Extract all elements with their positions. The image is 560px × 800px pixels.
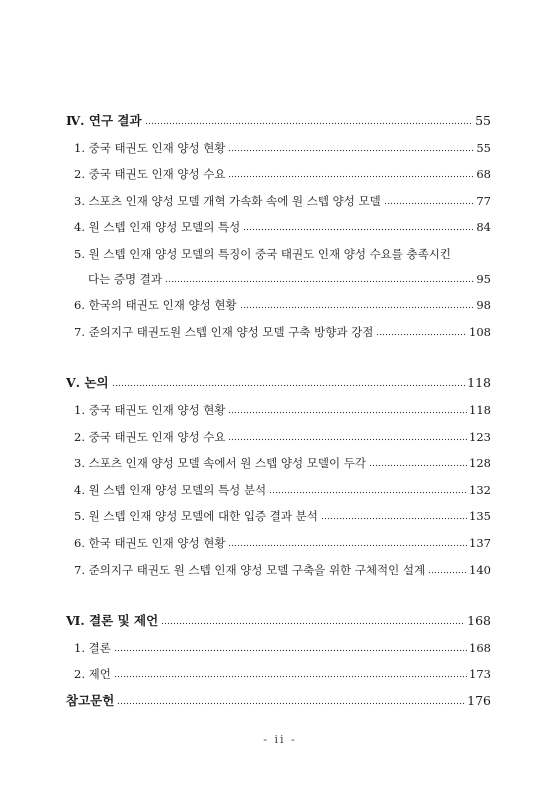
toc-page-number: 95: [476, 271, 491, 286]
toc-entry[interactable]: [66, 561, 491, 579]
toc-section-4[interactable]: [66, 112, 491, 130]
toc-entry-label: 1. 중국 태권도 인재 양성 현황: [74, 140, 226, 155]
toc-entry[interactable]: [66, 454, 491, 472]
toc-entry[interactable]: [66, 218, 491, 236]
toc-page-number: 98: [476, 298, 491, 313]
toc-entry-label: 6. 한국 태권도 인재 양성 현황: [74, 535, 226, 550]
toc-page-number: 176: [467, 692, 491, 708]
dot-leader: [240, 305, 473, 310]
dot-leader: [117, 701, 465, 706]
table-of-contents: [66, 112, 491, 718]
toc-page-number: 118: [467, 375, 491, 391]
toc-entry[interactable]: [66, 296, 491, 314]
dot-leader: [228, 410, 467, 415]
toc-entry-label: 6. 한국의 태권도 인재 양성 현황: [74, 298, 237, 313]
toc-page-number: 123: [469, 429, 491, 444]
dot-leader: [321, 516, 467, 521]
toc-page-number: 173: [469, 667, 491, 682]
toc-entry-label: 5. 원 스텝 인재 양성 모델의 특징이 중국 태권도 인재 양성 수요를 충족시킨: [74, 246, 451, 261]
toc-page-number: 168: [469, 640, 491, 655]
toc-page-number: 118: [469, 402, 491, 417]
toc-page-number: 84: [476, 220, 491, 235]
toc-entry-label: 7. 준의지구 태권도 원 스텝 인재 양성 모델 구축을 위한 구체적인 설계: [74, 562, 426, 577]
dot-leader: [114, 674, 467, 679]
dot-leader: [145, 121, 473, 126]
toc-entry-continuation[interactable]: [66, 270, 491, 288]
toc-page-number: 55: [475, 113, 491, 128]
toc-entry-label: 4. 원 스텝 인재 양성 모델의 특성 분석: [74, 482, 267, 497]
dot-leader: [228, 543, 467, 548]
dot-leader: [369, 463, 467, 468]
dot-leader: [165, 279, 473, 284]
dot-leader: [384, 201, 473, 206]
dot-leader: [376, 332, 467, 337]
section-spacer: [66, 587, 491, 612]
toc-entry-label: 3. 스포츠 인재 양성 모델 속에서 원 스텝 양성 모델이 두각: [74, 456, 366, 471]
toc-entry-label: 5. 원 스텝 인재 양성 모델에 대한 입증 결과 분석: [74, 509, 318, 524]
toc-page-number: 68: [476, 167, 491, 182]
dot-leader: [161, 621, 465, 626]
toc-entry-label: 1. 결론: [74, 640, 111, 655]
dot-leader: [112, 383, 466, 388]
toc-entry-label: 2. 중국 태권도 인재 양성 수요: [74, 429, 226, 444]
dot-leader: [228, 174, 473, 179]
toc-section-title: Ⅴ. 논의: [66, 375, 109, 391]
toc-entry[interactable]: [66, 665, 491, 683]
dot-leader: [228, 148, 473, 153]
toc-section-title: Ⅵ. 결론 및 제언: [66, 613, 159, 629]
page-footer-number: - ii -: [263, 733, 297, 746]
toc-page-number: 77: [476, 193, 491, 208]
toc-page-number: 132: [469, 482, 491, 497]
toc-entry-label: 3. 스포츠 인재 양성 모델 개혁 가속화 속에 원 스텝 양성 모델: [74, 193, 381, 208]
dot-leader: [269, 490, 467, 495]
toc-page-number: 168: [467, 613, 491, 629]
dot-leader: [114, 648, 467, 653]
toc-entry[interactable]: [66, 507, 491, 525]
toc-entry[interactable]: [66, 534, 491, 552]
toc-entry[interactable]: [66, 428, 491, 446]
dot-leader: [228, 437, 467, 442]
toc-page-number: 55: [476, 140, 491, 155]
dot-leader: [243, 227, 473, 232]
dot-leader: [428, 570, 467, 575]
toc-entry[interactable]: [66, 192, 491, 210]
toc-page-number: 140: [469, 562, 491, 577]
section-spacer: [66, 349, 491, 374]
toc-entry[interactable]: [66, 639, 491, 657]
toc-entry-label: 7. 준의지구 태권도원 스텝 인재 양성 모델 구축 방향과 강점: [74, 324, 374, 339]
toc-page-number: 137: [469, 535, 491, 550]
toc-page-number: 128: [469, 456, 491, 471]
toc-section-6[interactable]: [66, 612, 491, 630]
toc-entry[interactable]: [66, 323, 491, 341]
toc-references[interactable]: [66, 692, 491, 710]
toc-entry[interactable]: [66, 139, 491, 157]
toc-entry[interactable]: [66, 481, 491, 499]
toc-entry[interactable]: [66, 245, 491, 263]
toc-entry-label: 2. 제언: [74, 667, 111, 682]
toc-entry[interactable]: [66, 165, 491, 183]
toc-entry[interactable]: [66, 401, 491, 419]
toc-page-number: 135: [469, 509, 491, 524]
toc-entry-label: 1. 중국 태권도 인재 양성 현황: [74, 402, 226, 417]
toc-page-number: 108: [469, 324, 491, 339]
toc-section-title: Ⅳ. 연구 결과: [66, 113, 142, 128]
toc-entry-label: 4. 원 스텝 인재 양성 모델의 특성: [74, 220, 241, 235]
toc-entry-label: 다는 증명 결과: [88, 271, 162, 286]
toc-section-5[interactable]: [66, 374, 491, 392]
toc-entry-label: 2. 중국 태권도 인재 양성 수요: [74, 167, 226, 182]
toc-section-title: 참고문헌: [66, 692, 115, 708]
